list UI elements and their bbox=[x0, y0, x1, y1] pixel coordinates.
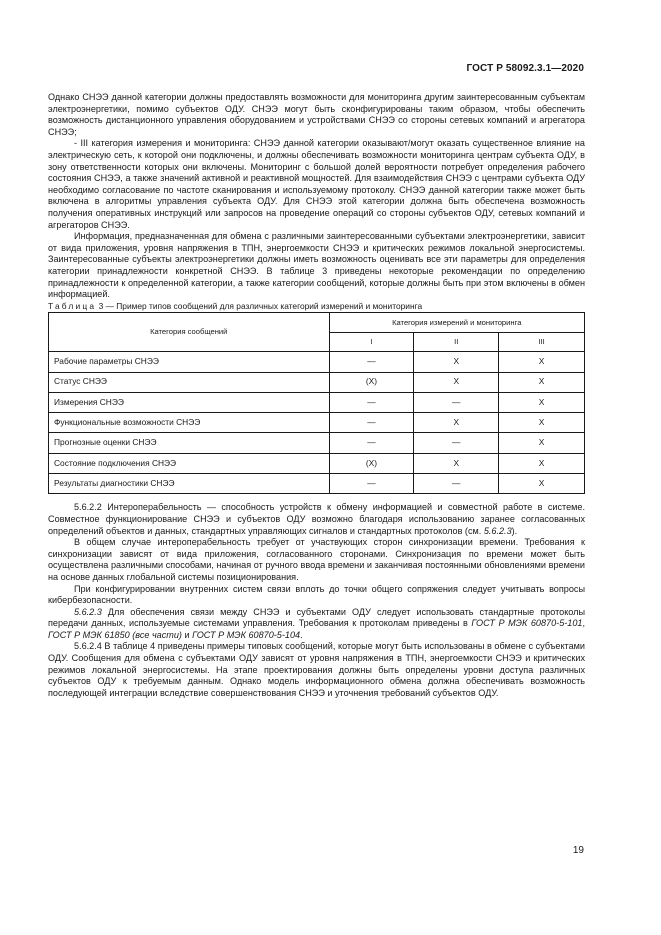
paragraph: В общем случае интероперабельность требует от участвующих сторон синхронизации времени. Требования к синхронизации зависят от вида приложения, согласованного сторонами. Синхронизация по времени может быть осуществлена различными способами, начиная от ручного ввода времени и заканчивая постоянными обновлениями времени на основе данных глобальной системы позиционирования. bbox=[48, 537, 585, 582]
document-header: ГОСТ Р 58092.3.1—2020 bbox=[466, 63, 584, 74]
table-row: Статус СНЭЭ (X) X X bbox=[49, 372, 585, 392]
table-subheader: III bbox=[499, 332, 585, 352]
paragraph: 5.6.2.2 Интероперабельность — способность устройств к обмену информацией и совместной работе в системе. Совместное функционирование СНЭЭ и субъектов ОДУ возможно благодаря использованию заранее согласованных определений объектов и данных, стандартных управляющих сигналов и стандартных протоколов (см. 5.6.2.3). bbox=[48, 502, 585, 536]
table-row: Измерения СНЭЭ — — X bbox=[49, 392, 585, 412]
table-header-category: Категория сообщений bbox=[49, 313, 330, 352]
table-subheader: II bbox=[414, 332, 499, 352]
table-caption: Таблица 3 — Пример типов сообщений для различных категорий измерений и мониторинга bbox=[48, 300, 423, 311]
paragraph: 5.6.2.4 В таблице 4 приведены примеры типовых сообщений, которые могут быть использованы в обмене с субъектами ОДУ. Сообщения для обмена с субъектами ОДУ зависят от уровня напряжения в ТПН, энергоемкости СНЭЭ и критических режимов локальной энергосистемы. На этапе проектирования должны быть определены уровни доступа различных субъектов ОДУ к требуемым данным. Однако модель информационного обмена должна обеспечивать возможность последующей интеграции вследствие совершенствования СНЭЭ и уточнения требований субъектов ОДУ. bbox=[48, 641, 585, 698]
page-content bbox=[48, 92, 585, 699]
clause-number: 5.6.2.3 bbox=[74, 606, 102, 617]
cross-reference: 5.6.2.3 bbox=[483, 525, 512, 536]
standard-reference: ГОСТ Р МЭК 61850 (все части) bbox=[48, 629, 182, 640]
table-row: Состояние подключения СНЭЭ (X) X X bbox=[49, 453, 585, 473]
table-subheader: I bbox=[329, 332, 414, 352]
paragraph: - III категория измерения и мониторинга: СНЭЭ данной категории оказывают/могут оказать существенное влияние на электрическую сеть, к которой они подключены, и должны обеспечивать возможности мониторинга центрам субъекта ОДУ, в зону ответственности которых они включены. Мониторинг с большой долей вероятности потребует определения рабочего состояния СНЭЭ, а также значений активной и реактивной мощностей. Для взаимодействия СНЭЭ с центрами субъекта ОДУ необходимо согласование по частоте сканирования и используемому протоколу. СНЭЭ данной категории также может быть включена в алгоритмы управления субъекта ОДУ. Для СНЭЭ этой категории должна быть обеспечена возможность получения оперативных инструкций или запросов на проведение операций со стороны субъектов ОДУ, сетевых компаний и агрегаторов СНЭЭ. bbox=[48, 138, 585, 230]
message-types-table bbox=[48, 312, 585, 494]
table-row: Функциональные возможности СНЭЭ — X X bbox=[49, 413, 585, 433]
paragraph: При конфигурировании внутренних систем связи вплоть до точки общего сопряжения следует учитывать вопросы кибербезопасности. bbox=[48, 583, 585, 606]
page-number: 19 bbox=[572, 845, 584, 856]
standard-reference: ГОСТ Р МЭК 60870-5-101 bbox=[471, 618, 583, 629]
table-row: Результаты диагностики СНЭЭ — — X bbox=[49, 474, 585, 494]
paragraph: 5.6.2.3 Для обеспечения связи между СНЭЭ и субъектами ОДУ следует использовать стандартные протоколы передачи данных, используемые системами управления. Требования к протоколам приведены в ГОСТ Р МЭК 60870-5-101, ГОСТ Р МЭК 61850 (все части) и ГОСТ Р МЭК 60870-5-104. bbox=[48, 606, 585, 640]
standard-reference: ГОСТ Р МЭК 60870-5-104 bbox=[192, 629, 301, 640]
table-row: Прогнозные оценки СНЭЭ — — X bbox=[49, 433, 585, 453]
table-row: Рабочие параметры СНЭЭ — X X bbox=[49, 352, 585, 372]
paragraph: Информация, предназначенная для обмена с различными заинтересованными субъектами электроэнергетики, зависит от вида приложения, уровня напряжения в ТПН, энергоемкости СНЭЭ и критических режимов локальной энергосистемы. Заинтересованные субъекты электроэнергетики должны иметь возможность оценивать все эти параметры для определения категории принадлежности конкретной СНЭЭ. В таблице 3 приведены некоторые рекомендации по определению принадлежности к определенной категории, а также категории сообщений, которые должны быть при этом включены в обмен информацией. bbox=[48, 231, 585, 300]
paragraph: Однако СНЭЭ данной категории должны предоставлять возможности для мониторинга другим заинтересованным субъектам электроэнергетики, помимо субъектов ОДУ. СНЭЭ могут быть сконфигурированы таким образом, чтобы обеспечить возможность дистанционного управления оборудованием и устройствами СНЭЭ со стороны сетевых компаний и агрегатора СНЭЭ; bbox=[48, 92, 585, 137]
table-header-group: Категория измерений и мониторинга bbox=[329, 313, 585, 333]
